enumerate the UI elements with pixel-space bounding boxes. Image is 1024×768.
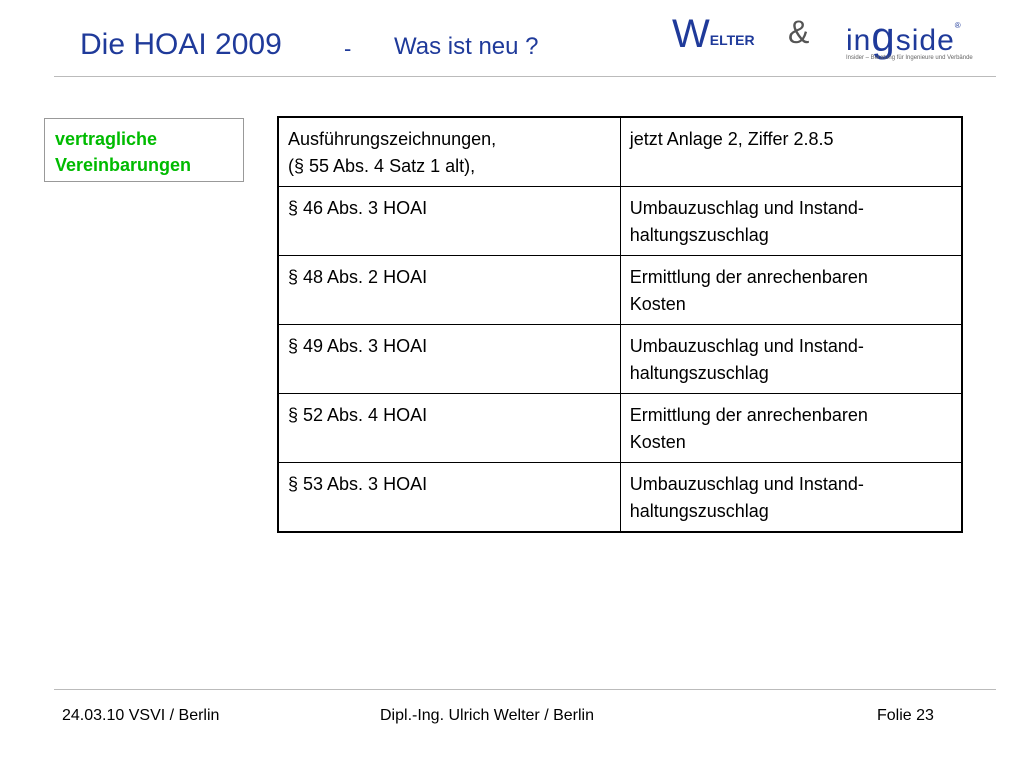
table-cell-left: § 52 Abs. 4 HOAI xyxy=(278,394,620,463)
footer-date-event: 24.03.10 VSVI / Berlin xyxy=(62,707,220,724)
label-line-1: vertragliche xyxy=(55,129,158,149)
footer-author: Dipl.-Ing. Ulrich Welter / Berlin xyxy=(380,707,594,724)
footer-divider xyxy=(54,689,996,690)
logo-ingside-g: g xyxy=(871,13,896,60)
table-cell-right: jetzt Anlage 2, Ziffer 2.8.5 xyxy=(620,117,962,187)
logo-ampersand: & xyxy=(788,14,810,50)
table-cell-right: Ermittlung der anrechenbaren Kosten xyxy=(620,256,962,325)
table-row xyxy=(278,187,962,256)
slide-title: Die HOAI 2009 xyxy=(80,28,282,61)
label-line-2: Vereinbarungen xyxy=(55,155,192,175)
title-separator: - xyxy=(344,36,352,61)
footer-slide-number: Folie 23 xyxy=(877,707,934,724)
table-cell-left: § 46 Abs. 3 HOAI xyxy=(278,187,620,256)
logo-welter-initial: W xyxy=(672,12,710,56)
logo-welter-rest: ELTER xyxy=(709,32,755,48)
label-box xyxy=(44,118,244,182)
table-cell-right: Ermittlung der anrechenbaren Kosten xyxy=(620,394,962,463)
header-divider xyxy=(54,76,996,77)
logo-ingside xyxy=(846,12,962,60)
logo-welter xyxy=(672,12,755,57)
table-row xyxy=(278,325,962,394)
table-cell-right: Umbauzuschlag und Instand- haltungszuschlag xyxy=(620,325,962,394)
logo-ingside-post: side xyxy=(895,24,955,57)
table-row xyxy=(278,394,962,463)
table-cell-left: Ausführungszeichnungen, (§ 55 Abs. 4 Satz 1 alt), xyxy=(278,117,620,187)
logo-ingside-pre: in xyxy=(846,24,872,57)
table-cell-left: § 48 Abs. 2 HOAI xyxy=(278,256,620,325)
table-row xyxy=(278,256,962,325)
table-cell-left: § 53 Abs. 3 HOAI xyxy=(278,463,620,533)
logo-ingside-registered: ® xyxy=(954,21,962,30)
logo-tagline: Insider – Beratung für Ingenieure und Verbände xyxy=(846,55,973,61)
hoai-table xyxy=(277,116,963,533)
table-row xyxy=(278,117,962,187)
table-cell-left: § 49 Abs. 3 HOAI xyxy=(278,325,620,394)
table-cell-right: Umbauzuschlag und Instand- haltungszuschlag xyxy=(620,463,962,533)
table-cell-right: Umbauzuschlag und Instand- haltungszuschlag xyxy=(620,187,962,256)
slide-subtitle: Was ist neu ? xyxy=(394,33,539,60)
table-row xyxy=(278,463,962,533)
